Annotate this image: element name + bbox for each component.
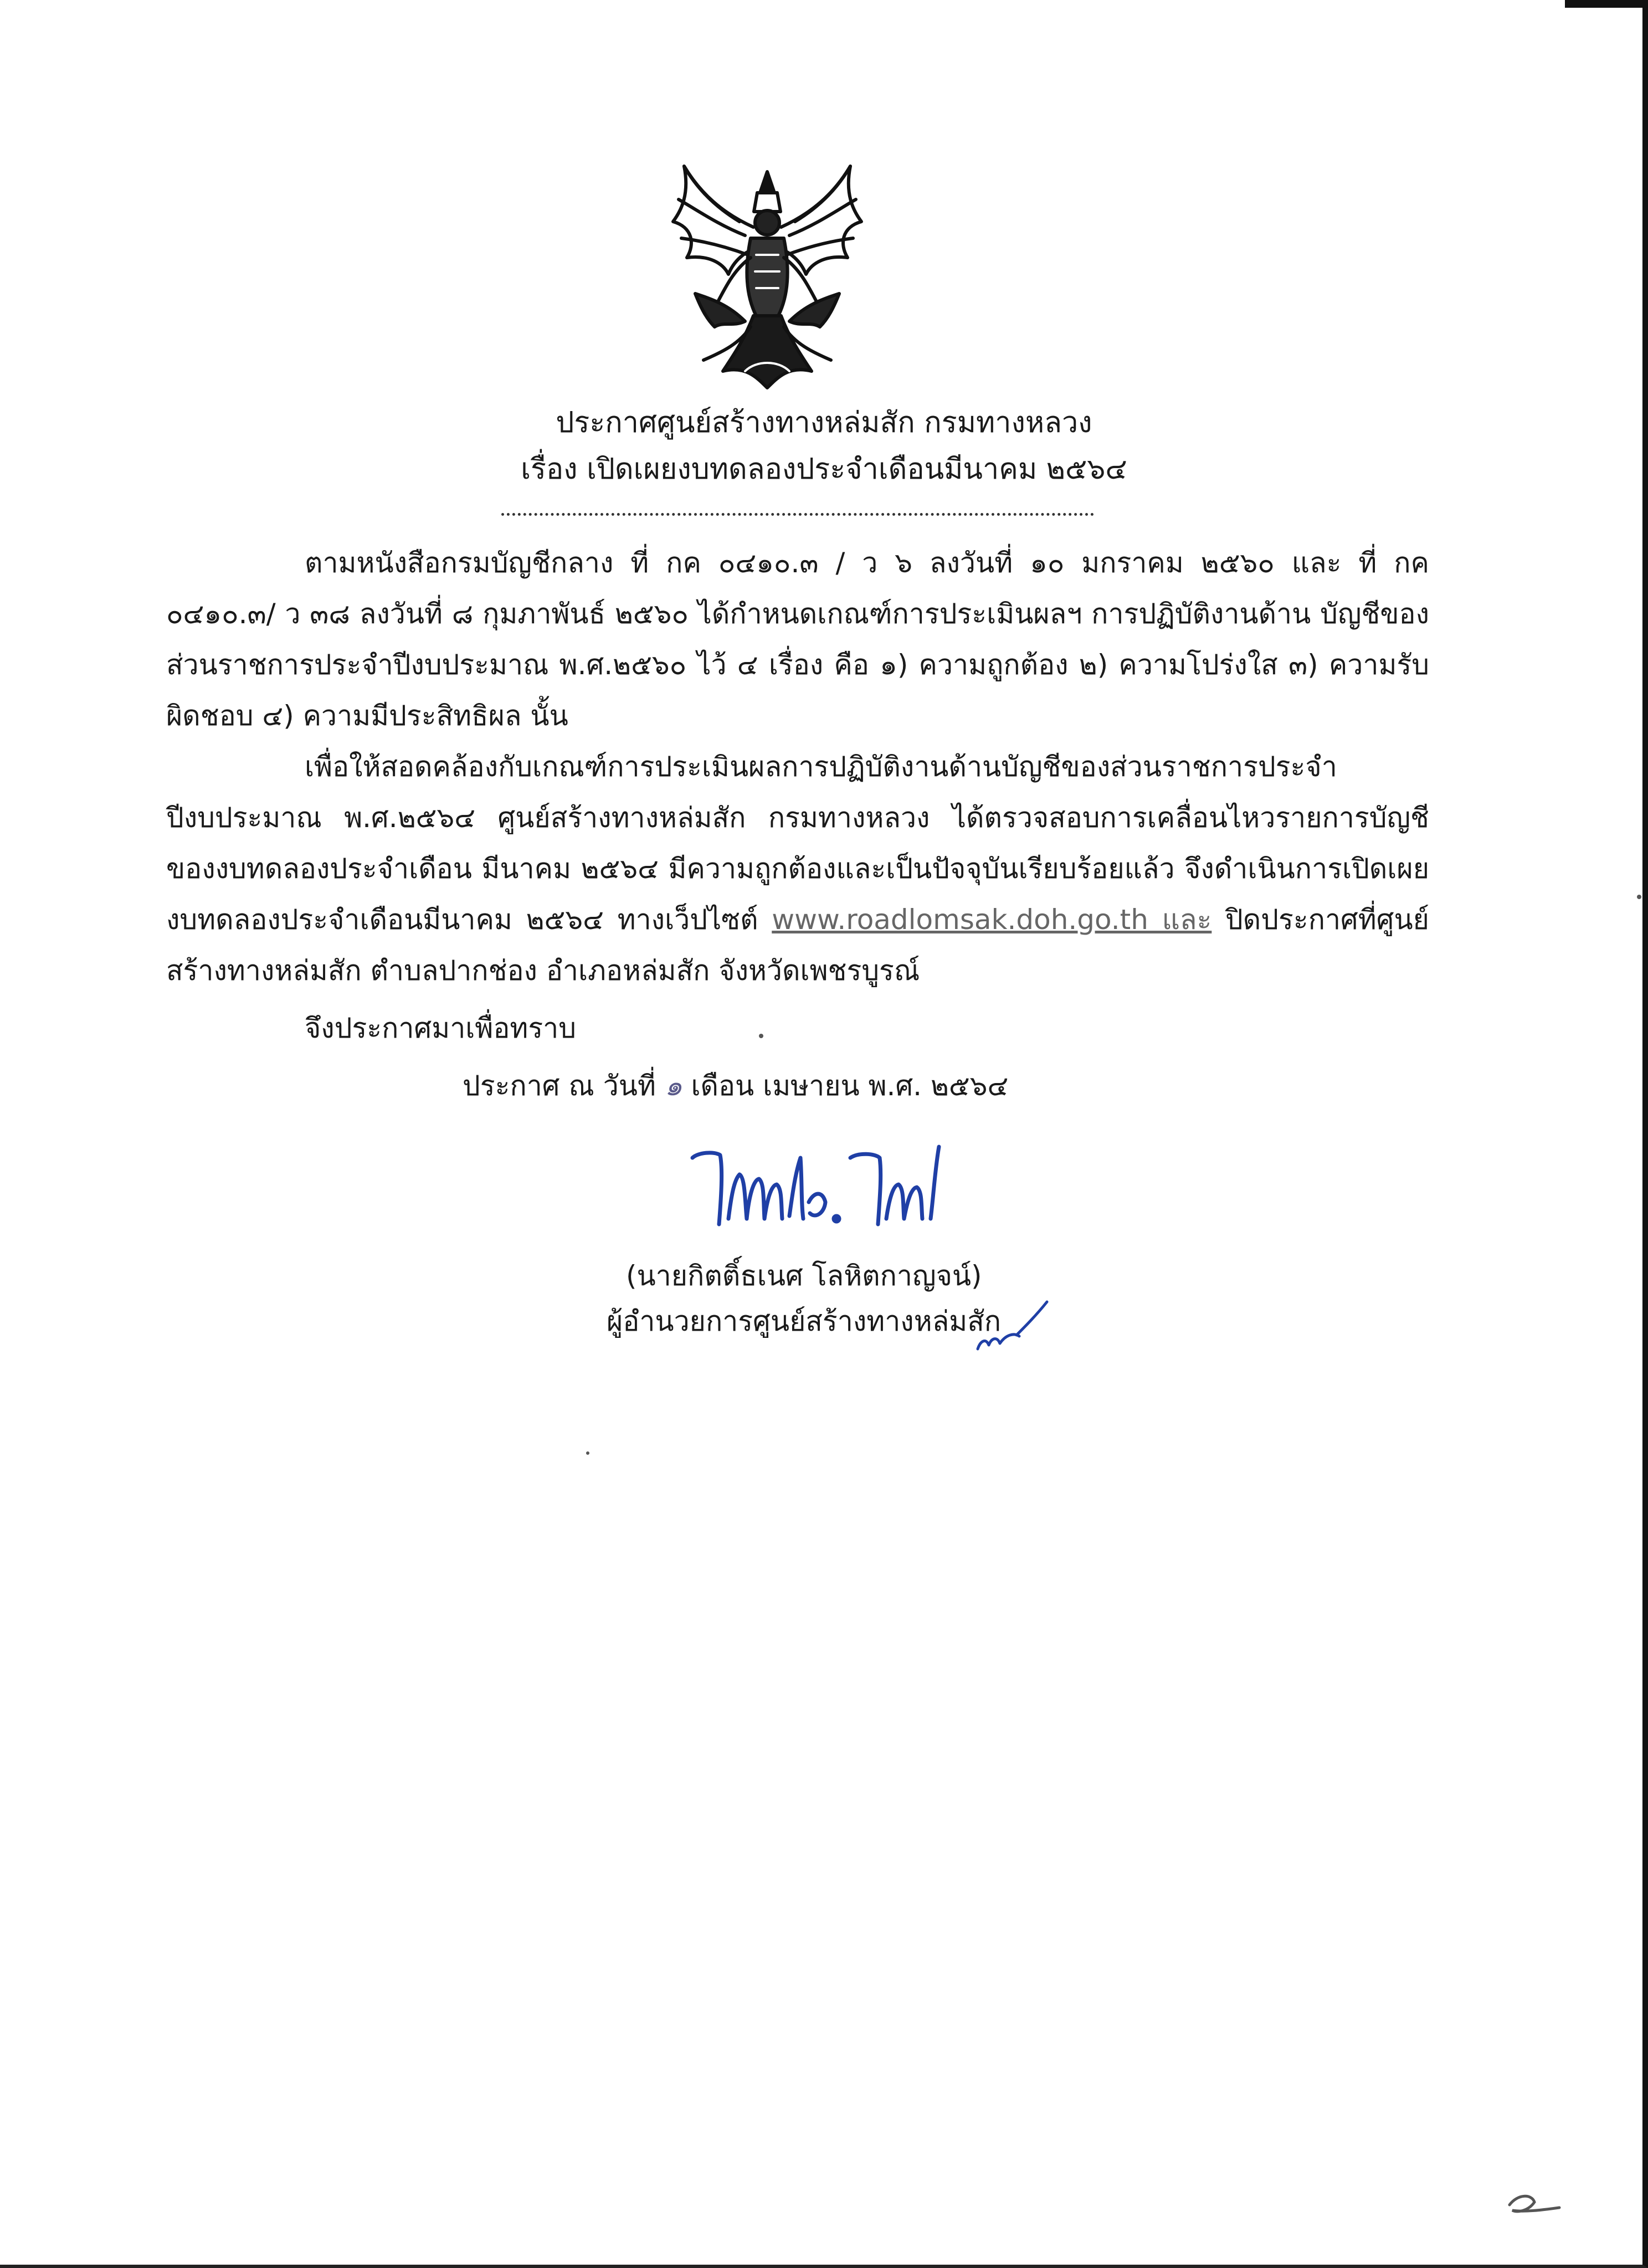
garuda-emblem bbox=[662, 161, 872, 393]
website-link[interactable]: www.roadlomsak.doh.go.th และ bbox=[772, 904, 1212, 936]
handwritten-day: ๑ bbox=[664, 1070, 682, 1102]
signer-name: (นายกิตติ์ธเนศ โลหิตกาญจน์) bbox=[626, 1260, 982, 1292]
closing-line bbox=[166, 1003, 1429, 1054]
handwritten-initials bbox=[972, 1296, 1050, 1357]
closing-text: จึงประกาศมาเพื่อทราบ bbox=[305, 1012, 576, 1044]
scan-speck bbox=[586, 1451, 589, 1455]
paragraph-disclosure bbox=[166, 741, 1429, 996]
scan-corner-mark bbox=[1565, 0, 1648, 8]
signature bbox=[676, 1136, 964, 1241]
paragraph-reference bbox=[166, 537, 1429, 741]
announcement-subject: เรื่อง เปิดเผยงบทดลองประจำเดือนมีนาคม ๒๕๖๔ bbox=[521, 453, 1127, 486]
announcement-title: ประกาศศูนย์สร้างทางหล่มสัก กรมทางหลวง bbox=[556, 406, 1092, 439]
scan-speck bbox=[759, 1034, 763, 1038]
paragraph-1-text: ตามหนังสือกรมบัญชีกลาง ที่ กค ๐๔๑๐.๓ / ว ๖ ลงวันที่ ๑๐ มกราคม ๒๕๖๐ และ ที่ กค ๐๔๑๐.๓/ ว ๓๘ ลงวันที่ ๘ กุมภาพันธ์ ๒๕๖๐ ได้กำหนดเกณฑ์การประเมินผลฯ การปฏิบัติงานด้าน บัญชีของส่วนราชการประจำปีงบประมาณ พ.ศ.๒๕๖๐ ไว้ ๔ เรื่อง คือ ๑) ความถูกต้อง ๒) ความโปร่งใส ๓) ความรับผิดชอบ ๔) ความมีประสิทธิผล นั้น bbox=[166, 547, 1429, 732]
signer-title: ผู้อำนวยการศูนย์สร้างทางหล่มสัก bbox=[607, 1305, 1002, 1337]
page-mark bbox=[1501, 2180, 1568, 2224]
date-suffix: เดือน เมษายน พ.ศ. ๒๕๖๔ bbox=[682, 1070, 1009, 1102]
paragraph-2-text: เพื่อให้สอดคล้องกับเกณฑ์การประเมินผลการปฏิบัติงานด้านบัญชีของส่วนราชการประจำ ปีงบประมาณ พ.ศ.๒๕๖๔ ศูนย์สร้างทางหล่มสัก กรมทางหลวง ได้ตรวจสอบการเคลื่อนไหวรายการบัญชี ของงบทดลองประจำเดือน มีนาคม ๒๕๖๔ มีความถูกต้องและเป็นปัจจุบันเรียบร้อยแล้ว จึงดำเนินการเปิดเผย งบทดลองประจำเดือนมีนาคม ๒๕๖๔ ทางเว็ปไซต์ bbox=[166, 751, 1429, 936]
dotted-separator bbox=[501, 513, 1094, 516]
paragraph-2-text-end: ปิดประกาศที่ศูนย์ สร้างทางหล่มสัก ตำบลปากช่อง อำเภอหล่มสัก จังหวัดเพชรบูรณ์ bbox=[166, 904, 1429, 987]
announcement-date bbox=[463, 1066, 1008, 1105]
date-prefix: ประกาศ ณ วันที่ bbox=[463, 1070, 665, 1102]
scan-speck bbox=[1637, 895, 1641, 899]
